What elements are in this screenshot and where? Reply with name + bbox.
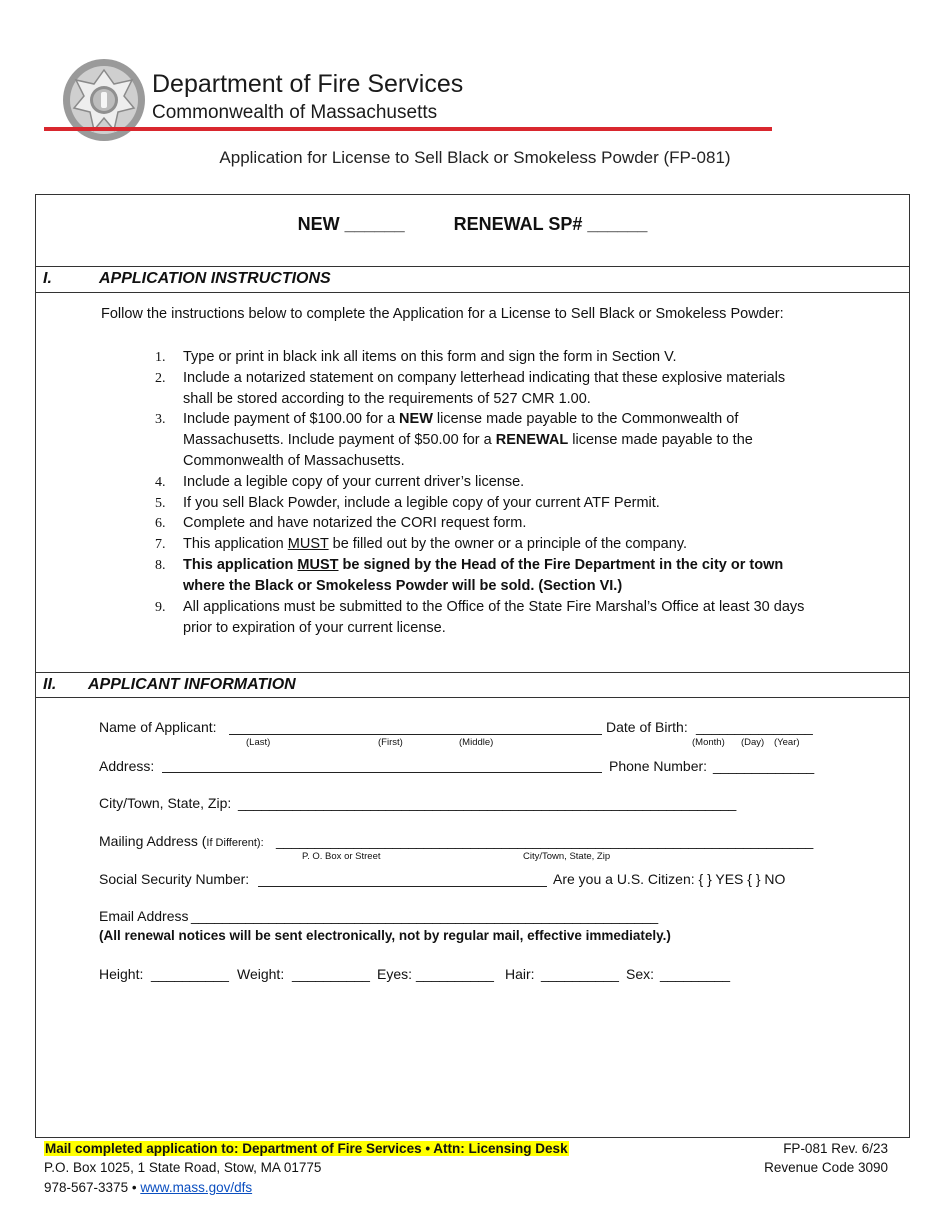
contact-line (44, 1180, 252, 1195)
divider (35, 266, 910, 267)
form-revision: FP-081 Rev. 6/23 (783, 1141, 888, 1156)
citizen-question[interactable]: Are you a U.S. Citizen: { } YES { } NO (553, 871, 786, 887)
phone-field[interactable]: _____________ (713, 758, 815, 774)
mail-instruction: Mail completed application to: Department of Fire Services • Attn: Licensing Desk (45, 1141, 568, 1156)
ssn-field[interactable] (258, 886, 547, 887)
sub-label: (Middle) (459, 737, 494, 748)
list-item: 2. Include a notarized statement on company letterhead indicating that these explosive materials shall be stored according to the requirements of 527 CMR 1.00. (155, 370, 786, 407)
form-title: Application for License to Sell Black or Smokeless Powder (FP-081) (219, 148, 731, 167)
ssn-label: Social Security Number: (99, 871, 250, 887)
section-2-number: II. (43, 676, 57, 693)
weight-field[interactable]: __________ (292, 966, 370, 982)
city-field[interactable]: ________________________________________________________________ (238, 795, 737, 811)
email-label: Email Address (99, 908, 189, 924)
new-renewal-line (35, 214, 910, 235)
name-label: Name of Applicant: (99, 719, 217, 735)
instructions-intro: Follow the instructions below to complete the Application for a License to Sell Black or Smokeless Powder: (101, 306, 784, 322)
eyes-field[interactable]: __________ (416, 966, 494, 982)
mailing-label: Mailing Address (If Different): (99, 833, 264, 849)
list-item: 4. Include a legible copy of your current driver’s license. (155, 474, 525, 490)
header-rule (44, 127, 772, 131)
department-name: Department of Fire Services (152, 70, 464, 98)
list-item: 7. This application MUST be filled out by the owner or a principle of the company. (155, 536, 688, 552)
hair-field[interactable]: __________ (541, 966, 619, 982)
divider (35, 697, 910, 698)
height-label: Height: (99, 966, 144, 982)
new-option[interactable]: NEW ______ (297, 214, 405, 234)
email-field[interactable]: ____________________________________________________________ (191, 908, 659, 924)
list-item: 8. This application MUST be signed by the Head of the Fire Department in the city or town where the Black or Smokeless Powder will be sold. (Section VI.) (155, 557, 784, 594)
name-field[interactable] (229, 734, 602, 735)
sub-label: (Month) (692, 737, 725, 748)
list-item: 6. Complete and have notarized the CORI request form. (155, 515, 527, 531)
phone-label: Phone Number: (609, 758, 708, 774)
renewal-option[interactable]: RENEWAL SP# ______ (453, 214, 648, 234)
height-field[interactable]: __________ (151, 966, 229, 982)
email-note: (All renewal notices will be sent electronically, not by regular mail, effective immediately.) (99, 928, 671, 943)
section-1-title: APPLICATION INSTRUCTIONS (99, 270, 331, 287)
hair-label: Hair: (505, 966, 535, 982)
eyes-label: Eyes: (377, 966, 413, 982)
commonwealth-name: Commonwealth of Massachusetts (152, 102, 438, 123)
list-item: 1. Type or print in black ink all items on this form and sign the form in Section V. (155, 349, 677, 365)
form-box (35, 194, 910, 1138)
section-2-title: APPLICANT INFORMATION (88, 676, 296, 693)
address-field[interactable] (162, 772, 602, 773)
city-label: City/Town, State, Zip: (99, 795, 232, 811)
section-1-number: I. (43, 270, 52, 287)
mail-address: P.O. Box 1025, 1 State Road, Stow, MA 01775 (44, 1160, 322, 1175)
list-item: 9. All applications must be submitted to the Office of the State Fire Marshal’s Office at least 30 days prior to expiration of your current license. (155, 599, 805, 636)
sub-label: (Day) (741, 737, 765, 748)
sex-field[interactable]: _________ (660, 966, 731, 982)
mailing-field[interactable]: _____________________________________________________________________ (276, 833, 814, 849)
sub-label: (First) (378, 737, 403, 748)
sub-label: (Last) (246, 737, 271, 748)
phone-number: 978-567-3375 • (44, 1180, 141, 1195)
sex-label: Sex: (626, 966, 655, 982)
sub-label: (Year) (774, 737, 800, 748)
divider (35, 292, 910, 293)
list-item: 3. Include payment of $100.00 for a NEW license made payable to the Commonwealth of Massachusetts. Include payment of $50.00 for a RENEWAL license made payable to the Commonwealth of Massachusetts. (155, 411, 753, 469)
list-item: 5. If you sell Black Powder, include a legible copy of your current ATF Permit. (155, 495, 660, 511)
weight-label: Weight: (237, 966, 285, 982)
website-link[interactable]: www.mass.gov/dfs (140, 1180, 253, 1195)
sub-label: P. O. Box or Street (302, 851, 381, 862)
dob-field[interactable]: _______________ (696, 719, 813, 735)
dob-label: Date of Birth: (606, 719, 688, 735)
divider (35, 672, 910, 673)
sub-label: City/Town, State, Zip (523, 851, 611, 862)
revenue-code: Revenue Code 3090 (764, 1160, 888, 1175)
address-label: Address: (99, 758, 155, 774)
